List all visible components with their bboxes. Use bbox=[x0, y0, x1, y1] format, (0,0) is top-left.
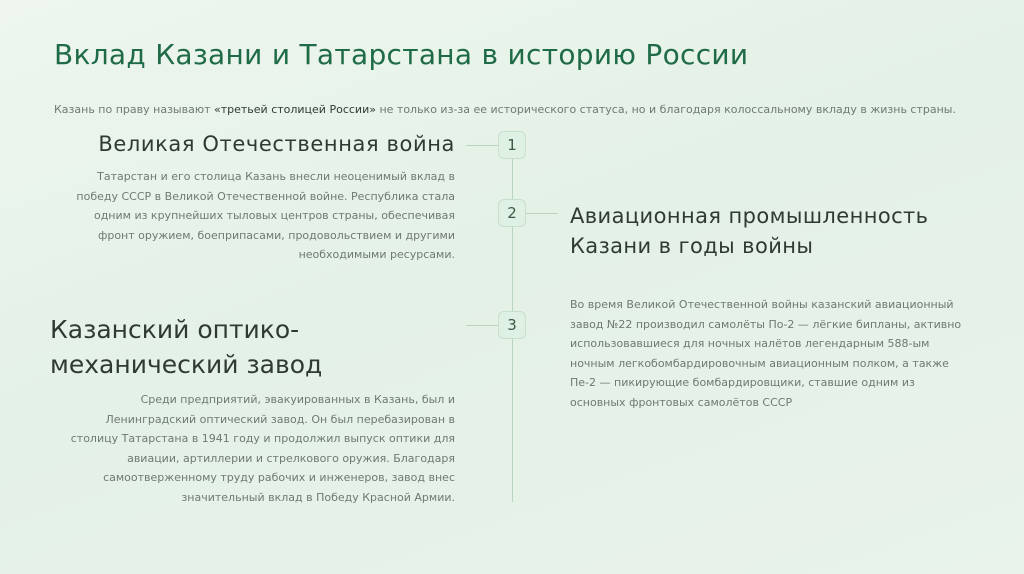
item-3-heading-line-2: механический завод bbox=[50, 350, 323, 379]
item-1-text: Татарстан и его столица Казань внесли неоценимый вклад в победу СССР в Великой Отечественной войне. Республика стала одним из крупнейших тыловых центров страны, обеспечивая фронт оружием, боеприпасами, продовольствием и другими необходимыми ресурсами. bbox=[76, 170, 455, 261]
item-2-heading-line-2: Казани в годы войны bbox=[570, 234, 814, 258]
intro-before: Казань по праву называют bbox=[54, 103, 214, 116]
item-1-heading: Великая Отечественная война bbox=[98, 132, 455, 156]
item-3-heading-line-1: Казанский оптико- bbox=[50, 315, 300, 344]
connector-3 bbox=[466, 325, 498, 326]
item-2-heading-line-1: Авиационная промышленность bbox=[570, 204, 929, 228]
item-2-heading bbox=[570, 201, 1000, 261]
connector-1 bbox=[466, 145, 498, 146]
item-3-text: Среди предприятий, эвакуированных в Казань, был и Ленинградский оптический завод. Он был перебазирован в столицу Татарстана в 1941 году и продолжил выпуск оптики для авиации, артиллерии и стрелкового оружия. Благодаря самоотверженному труду рабочих и инженеров, завод внес значительный вклад в Победу Красной Армии. bbox=[70, 393, 455, 504]
timeline-number-2: 2 bbox=[498, 199, 526, 227]
intro-highlight: «третьей столицей России» bbox=[214, 103, 376, 116]
item-2-text: Во время Великой Отечественной войны казанский авиационный завод №22 производил самолёты По-2 — лёгкие бипланы, активно использовавшиеся для ночных налётов легендарным 588-ым ночным легкобомбардировочным авиационным полком, а также Пе-2 — пикирующие бомбардировщики, ставшие одним из основных фронтовых самолётов СССР bbox=[570, 298, 962, 409]
connector-2 bbox=[526, 213, 558, 214]
item-3-heading bbox=[50, 312, 350, 382]
page-title: Вклад Казани и Татарстана в историю России bbox=[54, 38, 749, 71]
intro-text bbox=[54, 103, 956, 116]
intro-after: не только из-за ее исторического статуса, но и благодаря колоссальному вкладу в жизнь страны. bbox=[375, 103, 956, 116]
timeline-number-3: 3 bbox=[498, 311, 526, 339]
timeline-number-1: 1 bbox=[498, 131, 526, 159]
